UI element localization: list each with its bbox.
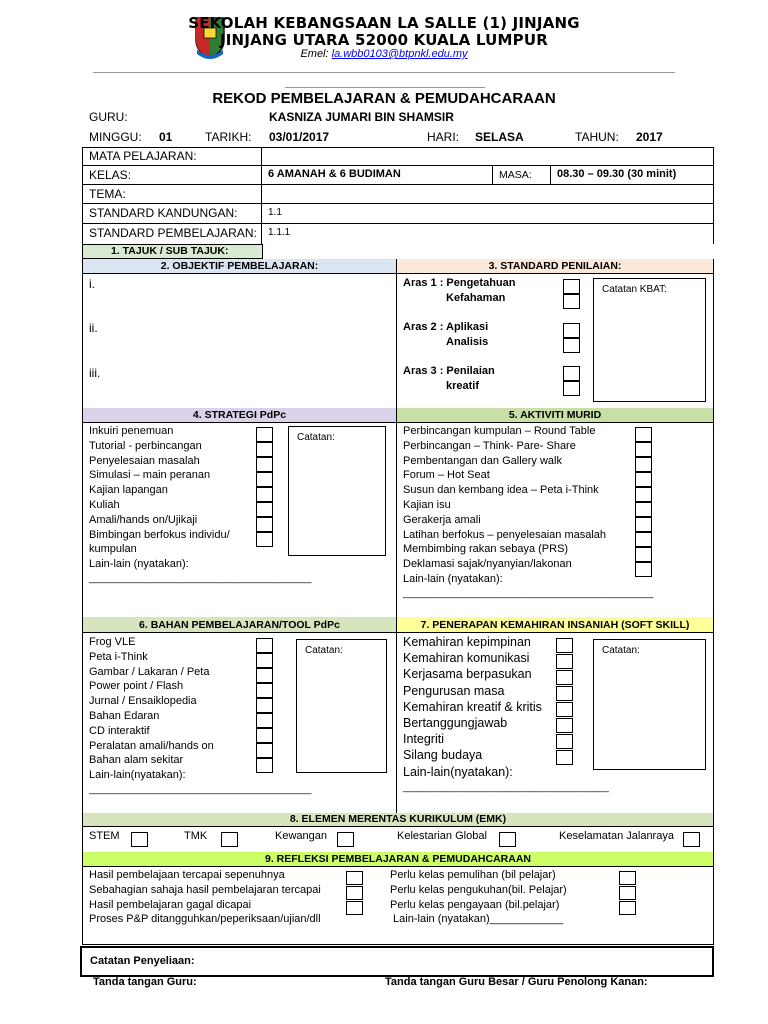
section-8-header: 8. ELEMEN MERENTAS KURIKULUM (EMK) bbox=[83, 813, 713, 827]
kelas-label: KELAS: bbox=[89, 168, 132, 182]
strategi-item: Kajian lapangan bbox=[89, 484, 168, 497]
mata-pelajaran-label: MATA PELAJARAN: bbox=[89, 149, 197, 163]
kemahiran-checkbox-7[interactable] bbox=[556, 734, 573, 749]
section-9-header: 9. REFLEKSI PEMBELAJARAN & PEMUDAHCARAAN bbox=[83, 852, 713, 867]
bahan-catatan-box[interactable]: Catatan: bbox=[296, 639, 387, 773]
refleksi-item: Perlu kelas pengukuhan(bil. Pelajar) bbox=[390, 883, 567, 896]
guru-label: GURU: bbox=[89, 110, 128, 124]
page-title: REKOD PEMBELAJARAN & PEMUDAHCARAAN bbox=[212, 90, 556, 107]
school-address: JINJANG UTARA 52000 KUALA LUMPUR bbox=[220, 31, 548, 49]
refleksi-item: Proses P&P ditangguhkan/peperiksaan/ujian/dll bbox=[89, 913, 321, 926]
bahan-checkbox-4[interactable] bbox=[256, 683, 273, 698]
kemahiran-checkbox-4[interactable] bbox=[556, 686, 573, 701]
school-email-line bbox=[0, 48, 768, 60]
sp-label: STANDARD PEMBELAJARAN: bbox=[89, 226, 257, 240]
aktiviti-item: Latihan berfokus – penyelesaian masalah bbox=[403, 528, 607, 541]
section-7-header: 7. PENERAPAN KEMAHIRAN INSANIAH (SOFT SKILL) bbox=[397, 617, 713, 633]
sk-label: STANDARD KANDUNGAN: bbox=[89, 206, 238, 220]
aktiviti-checkbox-1[interactable] bbox=[635, 427, 652, 442]
minggu-label: MINGGU: bbox=[89, 130, 142, 144]
refleksi-right-list bbox=[390, 868, 567, 927]
aras-3b-checkbox[interactable] bbox=[563, 381, 580, 396]
strategi-item: Amali/hands on/Ujikaji bbox=[89, 513, 198, 526]
refleksi-right-checkbox-1[interactable] bbox=[619, 871, 636, 885]
bahan-list bbox=[89, 635, 311, 798]
strategi-item: Bimbingan berfokus individu/ bbox=[89, 528, 230, 541]
strategi-list bbox=[89, 424, 311, 587]
bahan-checkbox-6[interactable] bbox=[256, 713, 273, 728]
kelas-value: 6 AMANAH & 6 BUDIMAN bbox=[268, 168, 401, 180]
school-name: SEKOLAH KEBANGSAAN LA SALLE (1) JINJANG bbox=[188, 14, 580, 32]
strategi-checkbox-1[interactable] bbox=[256, 427, 273, 442]
refleksi-left-list bbox=[89, 868, 321, 927]
kemahiran-item: Kemahiran kreatif & kritis bbox=[403, 699, 542, 714]
aktiviti-checkbox-3[interactable] bbox=[635, 457, 652, 472]
emk-stem-label: STEM bbox=[89, 830, 120, 842]
emk-keselamatan-label: Keselamatan Jalanraya bbox=[559, 830, 674, 842]
aras-2b-checkbox[interactable] bbox=[563, 338, 580, 353]
kemahiran-item: Integriti bbox=[403, 732, 444, 747]
kemahiran-list bbox=[403, 634, 609, 796]
bahan-blank-line: ________________________________________ bbox=[89, 783, 312, 795]
aras-3: Aras 3 : Penilaian kreatif bbox=[403, 365, 495, 392]
aras-3a-checkbox[interactable] bbox=[563, 366, 580, 381]
strategi-blank-line: ________________________________________ bbox=[89, 572, 312, 584]
hari-value: SELASA bbox=[475, 130, 524, 144]
kemahiran-item: Pengurusan masa bbox=[403, 683, 505, 698]
refleksi-right-checkbox-3[interactable] bbox=[619, 901, 636, 915]
strategi-checkbox-4[interactable] bbox=[256, 472, 273, 487]
email-label: Emel: bbox=[300, 48, 329, 60]
strategi-checkbox-5[interactable] bbox=[256, 487, 273, 502]
masa-value: 08.30 – 09.30 (30 minit) bbox=[557, 168, 677, 180]
aktiviti-checkbox-4[interactable] bbox=[635, 472, 652, 487]
refleksi-item: Sebahagian sahaja hasil pembelajaran tercapai bbox=[89, 883, 321, 896]
emk-tmk-checkbox[interactable] bbox=[221, 832, 238, 847]
aktiviti-item: Gerakerja amali bbox=[403, 513, 481, 526]
strategi-checkbox-8[interactable] bbox=[256, 532, 273, 547]
bahan-checkbox-5[interactable] bbox=[256, 698, 273, 713]
email-link[interactable]: la.wbb0103@btpnkl.edu.my bbox=[331, 48, 468, 60]
ttd-guru-label: Tanda tangan Guru: bbox=[93, 976, 197, 988]
aras-1a-checkbox[interactable] bbox=[563, 279, 580, 294]
aktiviti-item: Susun dan kembang idea – Peta i-Think bbox=[403, 484, 599, 497]
strategi-checkbox-7[interactable] bbox=[256, 517, 273, 532]
kemahiran-checkbox-5[interactable] bbox=[556, 702, 573, 717]
aktiviti-checkbox-10[interactable] bbox=[635, 562, 652, 577]
emk-kelestarian-checkbox[interactable] bbox=[499, 832, 516, 847]
refleksi-left-checkbox-1[interactable] bbox=[346, 871, 363, 885]
bahan-item: Bahan alam sekitar bbox=[89, 754, 184, 767]
bahan-checkbox-2[interactable] bbox=[256, 653, 273, 668]
kemahiran-checkbox-6[interactable] bbox=[556, 718, 573, 733]
aktiviti-checkbox-2[interactable] bbox=[635, 442, 652, 457]
section-1-bar bbox=[82, 244, 714, 259]
ttd-guru-besar-label: Tanda tangan Guru Besar / Guru Penolong Kanan: bbox=[385, 976, 648, 988]
refleksi-item: Hasil pembelajaran gagal dicapai bbox=[89, 898, 252, 911]
aktiviti-checkbox-7[interactable] bbox=[635, 517, 652, 532]
section-3-header: 3. STANDARD PENILAIAN: bbox=[397, 259, 713, 274]
minggu-value: 01 bbox=[159, 130, 173, 144]
bahan-checkbox-7[interactable] bbox=[256, 728, 273, 743]
aktiviti-checkbox-6[interactable] bbox=[635, 502, 652, 517]
tema-label: TEMA: bbox=[89, 187, 126, 201]
bahan-checkbox-1[interactable] bbox=[256, 638, 273, 653]
bahan-checkbox-3[interactable] bbox=[256, 668, 273, 683]
catatan-kbat-box[interactable]: Catatan KBAT: bbox=[593, 278, 706, 402]
section-5-header: 5. AKTIVITI MURID bbox=[397, 408, 713, 423]
kemahiran-item: Silang budaya bbox=[403, 748, 483, 763]
aktiviti-checkbox-9[interactable] bbox=[635, 547, 652, 562]
aras-2a-checkbox[interactable] bbox=[563, 323, 580, 338]
kemahiran-checkbox-1[interactable] bbox=[556, 638, 573, 653]
bahan-item: Lain-lain(nyatakan): bbox=[89, 769, 186, 782]
aktiviti-checkbox-5[interactable] bbox=[635, 487, 652, 502]
aras-1: Aras 1 : Pengetahuan Kefahaman bbox=[403, 277, 516, 304]
aras-2: Aras 2 : Aplikasi Analisis bbox=[403, 321, 489, 348]
tarikh-value: 03/01/2017 bbox=[269, 130, 330, 144]
bahan-item: Peralatan amali/hands on bbox=[89, 739, 214, 752]
refleksi-item: Perlu kelas pengayaan (bil.pelajar) bbox=[390, 898, 560, 911]
aktiviti-item: Deklamasi sajak/nyanyian/lakonan bbox=[403, 558, 572, 571]
refleksi-item: Perlu kelas pemulihan (bil pelajar) bbox=[390, 869, 556, 881]
kemahiran-catatan-box[interactable]: Catatan: bbox=[593, 639, 706, 770]
aktiviti-item: Perbincangan – Think- Pare- Share bbox=[403, 439, 576, 452]
strategi-item: Inkuiri penemuan bbox=[89, 425, 174, 437]
aras-1b-checkbox[interactable] bbox=[563, 294, 580, 309]
emk-kewangan-label: Kewangan bbox=[275, 830, 327, 842]
kemahiran-checkbox-3[interactable] bbox=[556, 670, 573, 685]
kemahiran-checkbox-2[interactable] bbox=[556, 654, 573, 669]
objektif-iii: iii. bbox=[89, 366, 101, 380]
section-2-header: 2. OBJEKTIF PEMBELAJARAN: bbox=[83, 259, 396, 274]
aktiviti-item: Lain-lain (nyatakan): bbox=[403, 572, 503, 585]
kemahiran-blank-line: _____________________________________ bbox=[403, 781, 609, 793]
strategi-item: kumpulan bbox=[89, 543, 137, 556]
section-4-header: 4. STRATEGI PdPc bbox=[83, 408, 396, 423]
strategi-item: Tutorial - perbincangan bbox=[89, 439, 202, 452]
strategi-checkbox-6[interactable] bbox=[256, 502, 273, 517]
bahan-item: Peta i-Think bbox=[89, 650, 148, 663]
refleksi-item: Hasil pembelajaan tercapai sepenuhnya bbox=[89, 869, 285, 881]
aktiviti-item: Forum – Hot Seat bbox=[403, 469, 490, 482]
aktiviti-item: Kajian isu bbox=[403, 498, 451, 511]
refleksi-right-checkbox-2[interactable] bbox=[619, 886, 636, 900]
refleksi-left-checkbox-2[interactable] bbox=[346, 886, 363, 900]
refleksi-item: Lain-lain (nyatakan)____________ bbox=[390, 913, 564, 926]
strategi-item: Lain-lain (nyatakan): bbox=[89, 558, 189, 571]
bahan-checkbox-9[interactable] bbox=[256, 758, 273, 773]
emk-stem-checkbox[interactable] bbox=[131, 832, 148, 847]
bahan-item: Jurnal / Ensaiklopedia bbox=[89, 695, 197, 708]
strategi-item: Penyelesaian masalah bbox=[89, 454, 200, 467]
aktiviti-checkbox-8[interactable] bbox=[635, 532, 652, 547]
emk-kelestarian-label: Kelestarian Global bbox=[397, 830, 487, 842]
kemahiran-item: Bertanggungjawab bbox=[403, 716, 508, 731]
sk-value: 1.1 bbox=[268, 207, 282, 218]
section-6-header: 6. BAHAN PEMBELAJARAN/TOOL PdPc bbox=[83, 617, 396, 633]
aktiviti-item: Pembentangan dan Gallery walk bbox=[403, 454, 562, 467]
bahan-item: Power point / Flash bbox=[89, 680, 184, 693]
objektif-i: i. bbox=[89, 277, 95, 291]
tahun-value: 2017 bbox=[636, 130, 663, 144]
aktiviti-item: Perbincangan kumpulan – Round Table bbox=[403, 425, 596, 437]
aktiviti-list bbox=[403, 424, 653, 602]
aktiviti-blank-line: _____________________________________________ bbox=[403, 587, 654, 599]
hari-label: HARI: bbox=[427, 130, 460, 144]
bahan-item: CD interaktif bbox=[89, 724, 150, 737]
kemahiran-item: Kemahiran kepimpinan bbox=[403, 635, 531, 649]
refleksi-left-checkbox-3[interactable] bbox=[346, 901, 363, 915]
header-divider bbox=[93, 72, 675, 73]
objektif-ii: ii. bbox=[89, 321, 98, 335]
section-1-label: 1. TAJUK / SUB TAJUK: bbox=[111, 245, 229, 257]
kemahiran-checkbox-8[interactable] bbox=[556, 750, 573, 765]
strategi-checkbox-2[interactable] bbox=[256, 442, 273, 457]
sp-value: 1.1.1 bbox=[268, 227, 291, 238]
catatan-penyeliaan-box[interactable] bbox=[80, 946, 714, 977]
guru-value: KASNIZA JUMARI BIN SHAMSIR bbox=[269, 110, 454, 124]
strategi-item: Kuliah bbox=[89, 498, 120, 511]
bahan-checkbox-8[interactable] bbox=[256, 743, 273, 758]
tahun-label: TAHUN: bbox=[575, 130, 619, 144]
catatan-penyeliaan-label: Catatan Penyeliaan: bbox=[90, 955, 195, 967]
kemahiran-item: Kemahiran komunikasi bbox=[403, 651, 530, 666]
bahan-item: Gambar / Lakaran / Peta bbox=[89, 665, 210, 678]
bahan-item: Frog VLE bbox=[89, 636, 136, 648]
aktiviti-item: Membimbing rakan sebaya (PRS) bbox=[403, 543, 569, 556]
masa-label: MASA: bbox=[499, 169, 532, 181]
strategi-item: Simulasi – main peranan bbox=[89, 469, 211, 482]
strategi-catatan-box[interactable]: Catatan: bbox=[288, 426, 386, 556]
strategi-checkbox-3[interactable] bbox=[256, 457, 273, 472]
tarikh-label: TARIKH: bbox=[205, 130, 252, 144]
kemahiran-item: Lain-lain(nyatakan): bbox=[403, 764, 513, 779]
kemahiran-item: Kerjasama berpasukan bbox=[403, 667, 532, 682]
bahan-item: Bahan Edaran bbox=[89, 709, 160, 722]
emk-tmk-label: TMK bbox=[184, 830, 208, 842]
emk-keselamatan-checkbox[interactable] bbox=[683, 832, 700, 847]
emk-kewangan-checkbox[interactable] bbox=[337, 832, 354, 847]
title-divider bbox=[285, 87, 485, 88]
